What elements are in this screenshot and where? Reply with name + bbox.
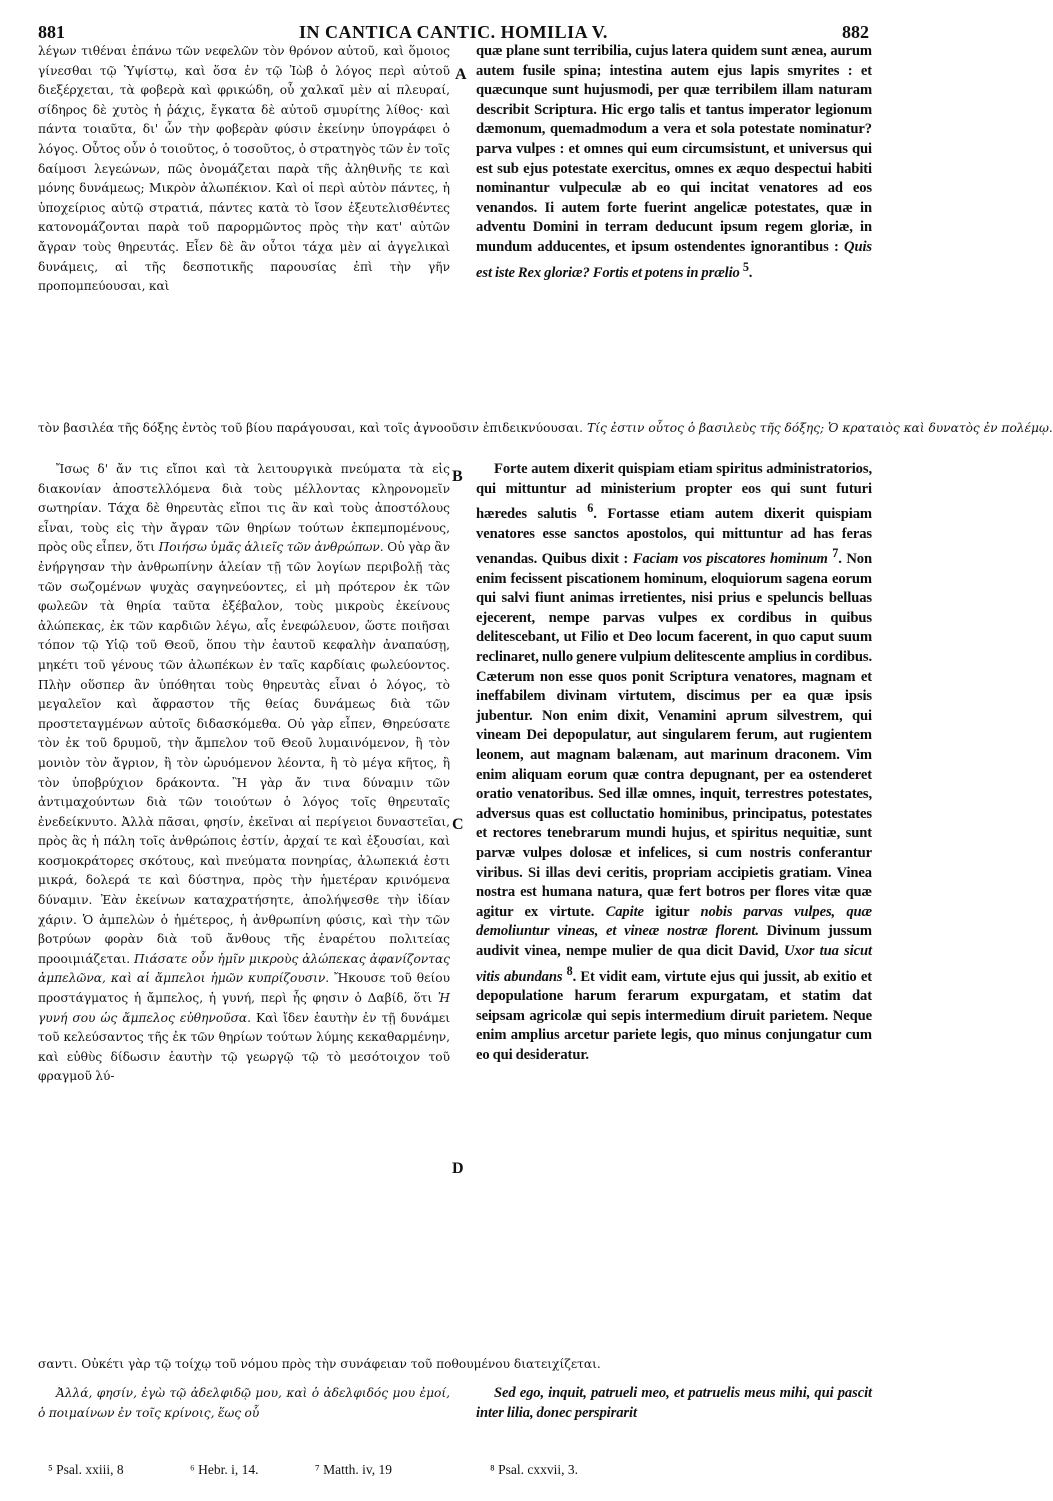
latin-column-section-3 [476, 1384, 872, 1424]
footnote-ref: 7 [832, 546, 839, 561]
latin-paragraph: Sed ego, inquit, patrueli meo, et patruelis meus mihi, qui pascit inter lilia, donec perspirarit [476, 1385, 872, 1421]
footnote-5: ⁵ Psal. xxiii, 8 [48, 1462, 124, 1477]
footnote-ref: 8 [566, 963, 573, 978]
left-page-number: 881 [38, 22, 65, 42]
greek-paragraph: Ἀλλά, φησίν, ἐγὼ τῷ ἀδελφιδῷ μου, καὶ ὁ ἀδελφιδός μου ἐμοί, ὁ ποιμαίνων ἐν τοῖς κρίνοις, ἕως οὗ [38, 1386, 450, 1420]
margin-marker-b: B [452, 468, 463, 485]
greek-column-section-1 [38, 42, 450, 414]
greek-column-section-3 [38, 1384, 450, 1424]
margin-marker-c: C [452, 816, 464, 833]
latin-column-section-2 [476, 460, 872, 1360]
running-title: IN CANTICA CANTIC. HOMILIA V. [299, 22, 608, 42]
margin-marker-d: D [452, 1160, 464, 1177]
bridge-line-1: τὸν βασιλέα τῆς δόξης ἐντὸς τοῦ βίου παράγουσαι, καὶ τοῖς ἀγνοοῦσιν ἐπιδεικνύουσαι. Τίς ἐστιν οὗτος ὁ βασιλεὺς τῆς δόξης; Ὁ κραταιὸς καὶ δυνατὸς ἐν πολέμῳ. [38, 421, 1053, 435]
footnote-7: ⁷ Matth. iv, 19 [315, 1462, 392, 1477]
footnote-8: ⁸ Psal. cxxvii, 3. [490, 1462, 578, 1477]
running-header [38, 14, 869, 42]
greek-column-section-2 [38, 460, 450, 1360]
footnote-6: ⁶ Hebr. i, 14. [190, 1462, 259, 1477]
footnote-ref: 5 [742, 259, 749, 274]
latin-paragraph: Forte autem dixerit quispiam etiam spiritus administratorios, qui mittuntur ad ministerium propter eos qui sunt futuri hæredes salutis $^6$. Fortasse etiam autem dixerit quispiam venatores esse sanctos apostolos, qui mittuntur ad has feras venandas. Quibus dixit : Faciam vos piscatores hominum $^7$. Non enim fecissent piscationem hominum, eloquiorum sagena eorum qui salvi fiunt animas irretientes, nisi prius e speluncis belluas ejecerent, nempe parvas vulpes ex cordibus in quibus delitescebant, ut Filio et Deo locum facerent, in quo caput suum reclinaret, nullo genere vulpium delitescente amplius in cordibus. Cæterum non esse quos ponit Scriptura venatores, magnam et ineffabilem divinam virtutem, discimus per ea quæ ipsis jubentur. Non enim dixit, Venamini aprum silvestrem, qui vineam Dei depopulatur, aut singularem ferum, aut rugientem leonem, aut magnam balænam, aut marinum draconem. Vim enim aliquam eorum quæ contra depugnant, per ea ostenderet oratio venatoribus. Sed illæ omnes, inquit, terrestres potestates, adversus quas est colluctatio hominibus, principatus, potestates et rectores tenebrarum mundi hujus, et spiritus nequitiæ, sunt parvæ vulpes dolosæ et infelices, si cum nostris conferantur viribus. Si illas devi ceritis, propriam accipietis gratiam. Vinea nostra est humana natura, quæ fert botros per flores vitæ quæ agitur ex virtute. Capite igitur nobis parvas vulpes, quæ demoliuntur vineas, et vineæ nostræ florent. Divinum jussum audivit vinea, nempe mulier de qua dicit David, Uxor tua sicut vitis abundans $^8$. Et vidit eam, virtute ejus qui jussit, ab exitio et depopulatione harum ferarum expurgatam, et statim dat seipsam agricolæ qui sepis intermedium diruit parietem. Neque enim amplius arcetur pariete legis, quo minus conjungatur cum eo qui desideratur. [476, 461, 872, 1063]
greek-paragraph: Ἴσως δ' ἄν τις εἴποι καὶ τὰ λειτουργικὰ πνεύματα τὰ εἰς διακονίαν ἀποστελλόμενα διὰ τοὺς μέλλοντας κληρονομεῖν σωτηρίαν. Τάχα δὲ θηρευτὰς εἴποι τις ἂν καὶ τοὺς ἀποστόλους εἶναι, τοὺς εἰς τὴν ἄγραν τῶν θηρίων τούτων ἐκπεμπομένους, πρὸς οὓς εἶπεν, ὅτι Ποιήσω ὑμᾶς ἁλιεῖς τῶν ἀνθρώπων. Οὐ γὰρ ἂν ἐνήργησαν τὴν ἀνθρωπίνην ἁλείαν τῇ τῶν λογίων περιβολῇ τὰς τῶν σωζομένων ψυχὰς σαγηνεύοντες, εἰ μὴ πρότερον ἐκ τῶν φωλεῶν τὰ θηρία ταῦτα ἐξέβαλον, τοὺς μικροὺς ἐκείνους ἀλώπεκας, ἐκ τῶν καρδιῶν λέγω, αἷς ἐνεφώλευον, ὥστε ποιῆσαι τόπον τῷ Υἱῷ τοῦ Θεοῦ, ὅπου τὴν ἑαυτοῦ κεφαλὴν ἀναπαύσῃ, μηκέτι τοῦ γένους τῶν ἀλωπέκων ἐν ταῖς καρδίαις φωλεύοντος. Πλὴν οὕσπερ ἂν ὑπόθηται τοὺς θηρευτὰς εἶναι ὁ λόγος, τὸ μεγαλεῖον καὶ ἄφραστον τῆς θείας δυνάμεως διὰ τῶν προστεταγμένων αὐτοῖς διδασκόμεθα. Οὐ γὰρ εἶπεν, Θηρεύσατε τὸν ἐκ τοῦ δρυμοῦ, τὴν ἄμπελον τοῦ Θεοῦ λυμαινόμενον, ἢ τὸν μονιὸν τὸν ἄγριον, ἢ τὸν ὠρυόμενον λέοντα, ἢ τὸ μέγα κῆτος, ἢ τὸν ὑποβρύχιον δράκοντα. Ἢ γὰρ ἄν τινα δύναμιν τῶν ἀντιμαχούντων διὰ τῶν τοιούτων ὁ λόγος τοῖς θηρευταῖς ἐνεδείκνυτο. Ἀλλὰ πᾶσαι, φησίν, ἐκεῖναι αἱ περίγειοι δυναστεῖαι, πρὸς ἃς ἡ πάλη τοῖς ἀνθρώποις ἐστίν, ἀρχαί τε καὶ ἐξουσίαι, καὶ κοσμοκράτορες σκότους, καὶ πνεύματα πονηρίας, ἀλωπεκιά ἐστι μικρά, δολερά τε καὶ δύστηνα, πρὸς τὴν ἡμετέραν κρινόμενα δύναμιν. Ἐὰν ἐκείνων καταχρατήσητε, ἀπολήψεσθε τὴν ἰδίαν χάριν. Ὁ ἀμπελὼν ὁ ἡμέτερος, ἡ ἀνθρωπίνη φύσις, καὶ τὴν τῶν βοτρύων φορὰν διὰ τοῦ ἄνθους τῆς ἐναρέτου πολιτείας προοιμιάζεται. Πιάσατε οὖν ἡμῖν μικροὺς ἀλώπεκας ἀφανίζοντας ἀμπελῶνα, καὶ αἱ ἄμπελοι ἡμῶν κυπρίζουσιν. Ἤκουσε τοῦ θείου προστάγματος ἡ ἄμπελος, ἡ γυνή, περὶ ἧς φησιν ὁ Δαβίδ, ὅτι Ἡ γυνή σου ὡς ἄμπελος εὐθηνοῦσα. Καὶ ἴδεν ἑαυτὴν ἐν τῇ δυνάμει τοῦ κελεύσαντος τῆς ἐκ τῶν θηρίων τούτων λύμης κεκαθαρμένην, καὶ εὐθὺς δίδωσιν ἑαυτὴν τῷ γεωργῷ τῷ τὸ μεσότοιχον τοῦ φραγμοῦ λύ- [38, 462, 451, 1084]
footnote-ref: 6 [587, 501, 594, 516]
latin-paragraph: quæ plane sunt terribilia, cujus latera quidem sunt ænea, aurum autem fusile spina; intestina autem ejus lapis smyrites : et quæcunque sunt hujusmodi, per quæ terribilem illam naturam describit Scriptura. Hic ergo talis et tantus imperator legionum dæmonum, quemadmodum a vera et sola potestate nominatur? parva vulpes : et omnes qui eum circumsistunt, et universus qui est sub ejus potestate exercitus, omnes ex æquo despectui habiti nominantur vulpeculæ ab eo qui incitat venatores ad eos venandos. Ii autem forte fuerint angelicæ potestates, quæ in adventu Domini in terram deducunt ipsum regem gloriæ, in mundum adducentes, et ipsum ostendentes ignorantibus : Quis est iste Rex gloriæ? Fortis et potens in prælio $^5$. [476, 43, 872, 281]
latin-column-section-1 [476, 42, 872, 414]
margin-marker-a: A [455, 66, 467, 83]
greek-paragraph: λέγων τιθέναι ἐπάνω τῶν νεφελῶν τὸν θρόνον αὐτοῦ, καὶ ὅμοιος γίνεσθαι τῷ Ὑψίστῳ, καὶ ὅσα ἐν τῷ Ἰὼβ ὁ λόγος περὶ αὐτοῦ διεξέρχεται, τὰ φοβερὰ καὶ φρικώδη, οὗ χαλκαῖ μὲν αἱ πλευραί, σίδηρος δὲ χυτὸς ἡ ῥάχις, ἔγκατα δὲ αὐτοῦ σμυρίτης λίθος· καὶ πάντα τοιαῦτα, δι' ὧν τὴν φοβερὰν φύσιν ἐκείνην ὑπογράφει ὁ λόγος. Οὗτος οὖν ὁ τοιοῦτος, ὁ τοσοῦτος, ὁ στρατηγὸς τῶν ἐν τοῖς δαίμοσι λεγεώνων, πῶς ὀνομάζεται παρὰ τῆς ἀληθινῆς τε καὶ μόνης δυνάμεως; Μικρὸν ἀλωπέκιον. Καὶ οἱ περὶ αὐτὸν πάντες, ἡ ὑποχείριος αὐτῷ στρατιά, πάντες κατὰ τὸ ἴσον ἐξευτελισθέντες κατονομάζονται παρὰ τοῦ παρορμῶντος πρὸς τὴν κατ' αὐτῶν ἄγραν τοὺς θηρευτάς. Εἶεν δὲ ἂν οὗτοι τάχα μὲν αἱ ἀγγελικαὶ δυνάμεις, αἱ τῆς δεσποτικῆς παρουσίας ἐπὶ τὴν γῆν προπομπεύουσαι, καὶ [38, 44, 450, 294]
right-page-number: 882 [842, 22, 869, 42]
bridge-line-2: σαντι. Οὐκέτι γὰρ τῷ τοίχῳ τοῦ νόμου πρὸς τὴν συνάφειαν τοῦ ποθουμένου διατειχίζεται. [38, 1357, 601, 1371]
